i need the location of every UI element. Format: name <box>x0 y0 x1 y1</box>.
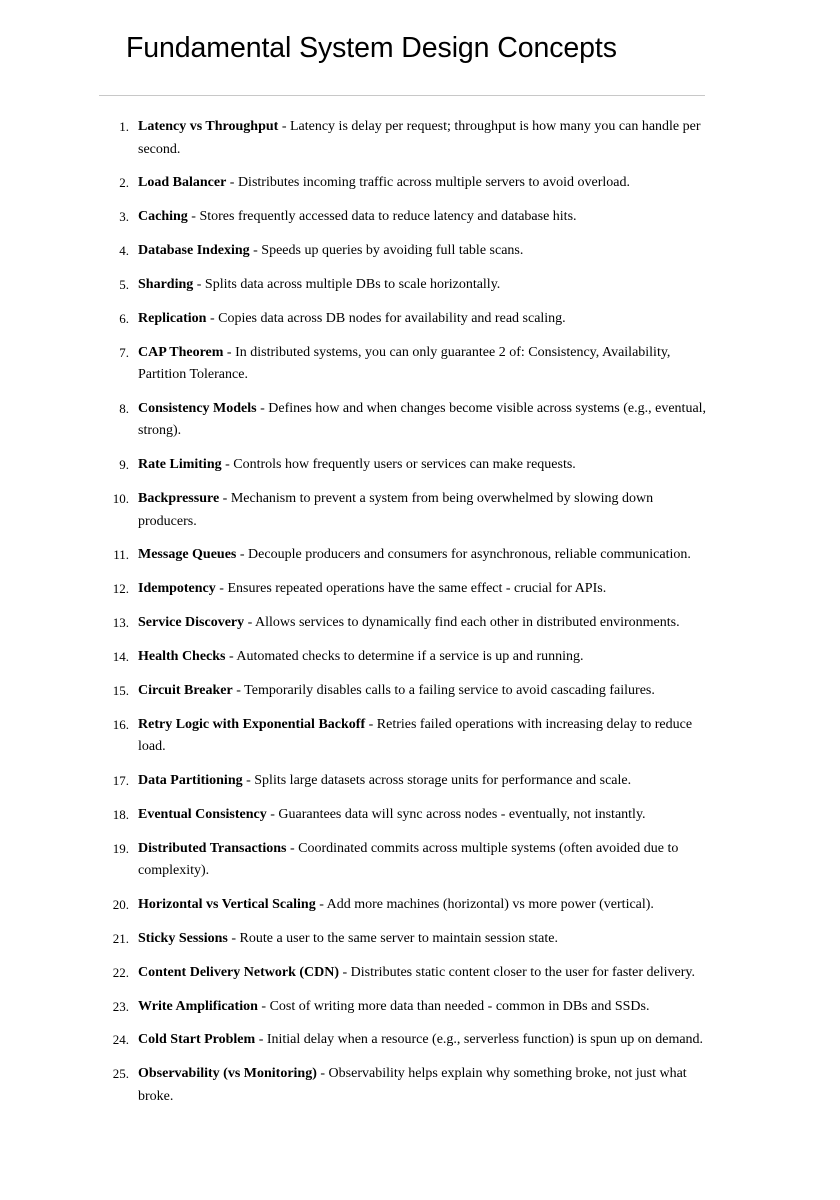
item-number: 2. <box>119 175 129 191</box>
item-description: - Stores frequently accessed data to reduce latency and database hits. <box>187 209 577 225</box>
item-description: - In distributed systems, you can only guarantee 2 of: Consistency, Availability, Partition Tolerance. <box>138 344 671 383</box>
list-item <box>0 804 840 827</box>
item-description: - Add more machines (horizontal) vs more power (vertical). <box>315 897 654 913</box>
item-term: Distributed Transactions <box>138 840 287 856</box>
item-number: 4. <box>119 243 129 259</box>
item-number: 18. <box>112 806 129 822</box>
list-item <box>0 1063 840 1108</box>
item-number: 11. <box>113 547 129 563</box>
item-number: 15. <box>112 682 129 698</box>
item-description: - Cost of writing more data than needed - common in DBs and SSDs. <box>257 998 650 1014</box>
list-item <box>0 206 840 229</box>
item-description: - Initial delay when a resource (e.g., serverless function) is spun up on demand. <box>255 1032 704 1048</box>
item-number: 10. <box>112 491 129 507</box>
item-description: - Copies data across DB nodes for availability and read scaling. <box>206 310 566 326</box>
item-description: - Observability helps explain why something broke, not just what broke. <box>138 1066 687 1104</box>
item-term: Observability (vs Monitoring) <box>138 1066 317 1082</box>
item-term: Sticky Sessions <box>138 930 228 946</box>
list-item <box>0 308 840 331</box>
item-term: Consistency Models <box>138 400 257 416</box>
item-number: 17. <box>112 773 129 788</box>
list-item <box>0 962 840 985</box>
item-description: - Route a user to the same server to maintain session state. <box>227 930 558 946</box>
item-term: Content Delivery Network (CDN) <box>138 964 340 980</box>
item-term: Data Partitioning <box>138 773 243 788</box>
list-item <box>0 714 840 759</box>
item-term: Backpressure <box>138 491 220 507</box>
item-description: - Allows services to dynamically find each other in distributed environments. <box>244 615 680 631</box>
item-term: Health Checks <box>138 648 226 664</box>
item-number: 21. <box>112 930 129 946</box>
item-description: - Decouple producers and consumers for asynchronous, reliable communication. <box>236 547 691 563</box>
list-item <box>0 454 840 477</box>
list-item <box>0 680 840 703</box>
item-term: Database Indexing <box>138 243 250 259</box>
item-term: Cold Start Problem <box>138 1032 256 1048</box>
item-description: - Coordinated commits across multiple systems (often avoided due to complexity). <box>138 840 679 879</box>
item-number: 19. <box>112 840 129 856</box>
item-description: - Latency is delay per request; throughput is how many you can handle per second. <box>138 119 701 157</box>
item-number: 1. <box>119 119 129 134</box>
list-item <box>0 894 840 917</box>
item-term: Circuit Breaker <box>138 682 233 698</box>
item-description: - Ensures repeated operations have the same effect - crucial for APIs. <box>215 581 607 597</box>
item-description: - Distributes static content closer to the user for faster delivery. <box>339 964 695 980</box>
item-number: 24. <box>112 1032 129 1048</box>
list-item <box>0 116 840 161</box>
item-term: Load Balancer <box>138 175 227 191</box>
item-number: 12. <box>112 581 129 597</box>
item-term: Idempotency <box>138 581 216 597</box>
item-term: Message Queues <box>138 547 237 563</box>
item-number: 7. <box>119 344 129 360</box>
item-number: 22. <box>112 964 129 980</box>
list-item <box>0 274 840 297</box>
title-divider <box>99 95 705 96</box>
item-description: - Retries failed operations with increasing delay to reduce load. <box>138 716 693 755</box>
item-description: - Splits large datasets across storage units for performance and scale. <box>242 773 632 788</box>
item-description: - Distributes incoming traffic across multiple servers to avoid overload. <box>226 175 630 191</box>
item-description: - Mechanism to prevent a system from being overwhelmed by slowing down producers. <box>138 491 654 529</box>
item-number: 14. <box>112 648 129 664</box>
list-item <box>0 838 840 883</box>
list-item <box>0 240 840 263</box>
item-term: CAP Theorem <box>138 344 224 360</box>
item-term: Service Discovery <box>138 615 245 631</box>
item-number: 23. <box>112 998 129 1014</box>
item-term: Caching <box>138 209 188 225</box>
concept-list <box>0 116 840 1120</box>
item-term: Eventual Consistency <box>138 806 267 822</box>
item-number: 8. <box>119 400 129 416</box>
item-description: - Speeds up queries by avoiding full table scans. <box>249 243 524 259</box>
item-term: Horizontal vs Vertical Scaling <box>138 897 316 913</box>
list-item <box>0 488 840 533</box>
item-term: Sharding <box>138 276 194 292</box>
item-term: Replication <box>138 310 207 326</box>
list-item <box>0 172 840 195</box>
item-number: 9. <box>119 457 129 473</box>
list-item <box>0 398 840 443</box>
item-term: Write Amplification <box>138 998 258 1014</box>
item-description: - Temporarily disables calls to a failing service to avoid cascading failures. <box>232 682 655 698</box>
item-number: 20. <box>112 897 129 913</box>
item-description: - Splits data across multiple DBs to scale horizontally. <box>193 276 501 292</box>
item-number: 5. <box>119 276 129 292</box>
list-item <box>0 1029 840 1052</box>
item-number: 25. <box>112 1066 129 1082</box>
list-item <box>0 578 840 601</box>
item-term: Latency vs Throughput <box>138 119 279 134</box>
item-number: 3. <box>119 209 129 225</box>
list-item <box>0 996 840 1019</box>
page-title: Fundamental System Design Concepts <box>126 32 617 64</box>
item-term: Retry Logic with Exponential Backoff <box>138 716 366 732</box>
list-item <box>0 928 840 951</box>
item-description: - Guarantees data will sync across nodes - eventually, not instantly. <box>266 806 646 822</box>
list-item <box>0 646 840 669</box>
item-description: - Controls how frequently users or services can make requests. <box>221 457 576 473</box>
list-item <box>0 544 840 567</box>
item-number: 6. <box>119 310 129 326</box>
item-description: - Defines how and when changes become visible across systems (e.g., eventual, strong). <box>138 400 707 439</box>
item-description: - Automated checks to determine if a service is up and running. <box>225 648 584 664</box>
item-number: 13. <box>112 615 129 631</box>
list-item <box>0 770 840 793</box>
list-item <box>0 612 840 635</box>
list-item <box>0 342 840 387</box>
item-term: Rate Limiting <box>138 457 222 473</box>
item-number: 16. <box>112 716 129 732</box>
